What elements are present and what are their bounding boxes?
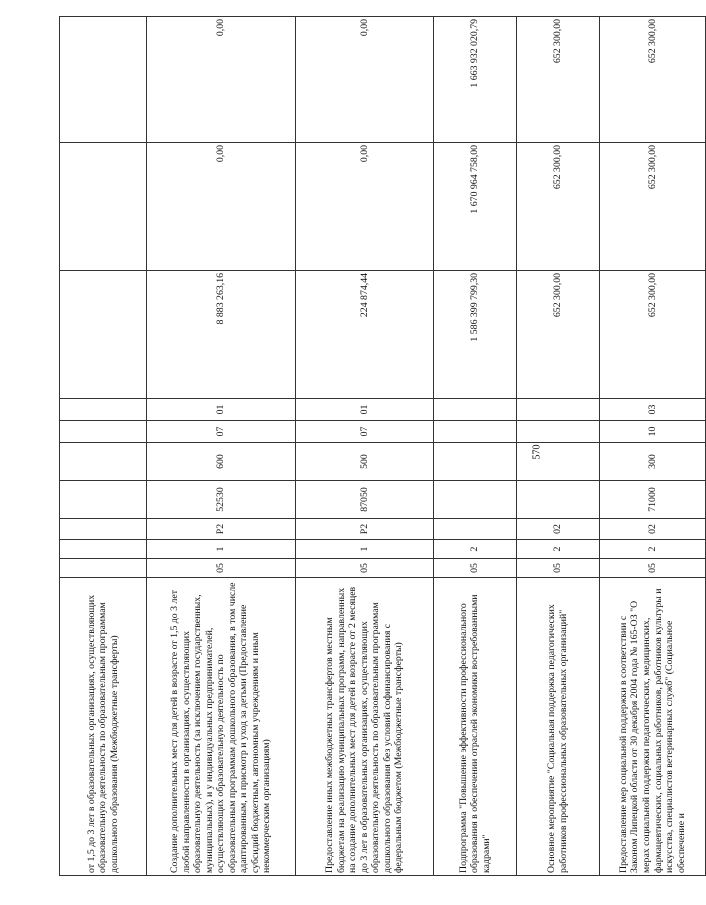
subprogram-code: 1: [296, 540, 434, 559]
table-row: [147, 17, 296, 876]
amount-year-2: [60, 143, 147, 271]
amount-year-3: 652 300,00: [600, 17, 706, 143]
activity-code: [60, 519, 147, 540]
amount-year-2: 652 300,00: [600, 143, 706, 271]
expense-type-code: 600: [147, 443, 296, 481]
budget-table: [59, 16, 706, 876]
direction-code: [60, 481, 147, 519]
subsection-code: 03: [600, 399, 706, 421]
direction-code: 52530: [147, 481, 296, 519]
program-code: 05: [517, 559, 600, 578]
section-code: 10: [600, 421, 706, 443]
expense-type-code: [517, 443, 600, 481]
section-code: 07: [296, 421, 434, 443]
amount-year-3: 0,00: [296, 17, 434, 143]
amount-year-3: 652 300,00: [517, 17, 600, 143]
table-row: [434, 17, 517, 876]
program-code: 05: [434, 559, 517, 578]
row-name: Основное мероприятие "Социальная поддержка педагогических работников профессиональных образовательных организаций": [517, 578, 600, 876]
subsection-code: [517, 399, 600, 421]
amount-year-3: 1 663 932 020,79: [434, 17, 517, 143]
program-code: 05: [600, 559, 706, 578]
program-code: 05: [296, 559, 434, 578]
amount-year-3: 0,00: [147, 17, 296, 143]
subprogram-code: 1: [147, 540, 296, 559]
program-code: [60, 559, 147, 578]
subprogram-code: 2: [434, 540, 517, 559]
row-name: Создание дополнительных мест для детей в возрасте от 1,5 до 3 лет любой направленности в организациях, осуществляющих образовательную деятельность (за исключением государственных, муниципальных), и у индивидуальных предпринимателей, осуществляющих образовательную деятельность по образовательным программам дошкольного образования, в том числе адаптированным, и присмотр и уход за детьми (Предоставление субсидий бюджетным, автономным учреждениям и иным некоммерческим организациям): [147, 578, 296, 876]
section-code: 07: [147, 421, 296, 443]
activity-code: 02: [517, 519, 600, 540]
row-name: от 1,5 до 3 лет в образовательных организациях, осуществляющих образовательную деятельность по образовательным программам дошкольного образования (Межбюджетные трансферты): [60, 578, 147, 876]
amount-year-3: [60, 17, 147, 143]
subsection-code: 01: [296, 399, 434, 421]
amount-year-1: 224 874,44: [296, 271, 434, 399]
table-row: [296, 17, 434, 876]
amount-year-1: 652 300,00: [517, 271, 600, 399]
amount-year-2: 0,00: [147, 143, 296, 271]
direction-code: [517, 481, 600, 519]
direction-code: 71000: [600, 481, 706, 519]
expense-type-code: 300: [600, 443, 706, 481]
amount-year-1: 1 586 399 799,30: [434, 271, 517, 399]
expense-type-code: 500: [296, 443, 434, 481]
amount-year-1: [60, 271, 147, 399]
row-name: Предоставление мер социальной поддержки в соответствии с Законом Липецкой области от 30 декабря 2004 года № 165-ОЗ "О мерах социальной поддержки педагогических, медицинских, фармацевтических, социальных работников, работников культуры и искусства, специалистов ветеринарных служб" (Социальное обеспечение и: [600, 578, 706, 876]
subsection-code: [60, 399, 147, 421]
direction-code: [434, 481, 517, 519]
activity-code: P2: [296, 519, 434, 540]
amount-year-1: 8 883 263,16: [147, 271, 296, 399]
expense-type-code: [434, 443, 517, 481]
table-row: [60, 17, 147, 876]
rotated-page: [59, 17, 687, 876]
row-name: Предоставление иных межбюджетных трансфертов местным бюджетам на реализацию муниципальных программ, направленных на создание дополнительных мест для детей в возрасте от 2 месяцев до 3 лет в образовательных организациях, осуществляющих образовательную деятельность по образовательным программам дошкольного образования без условий софинансирования с федеральным бюджетом (Межбюджетные трансферты): [296, 578, 434, 876]
subprogram-code: 2: [600, 540, 706, 559]
table-row: [517, 17, 600, 876]
subprogram-code: [60, 540, 147, 559]
section-code: [60, 421, 147, 443]
subsection-code: 01: [147, 399, 296, 421]
direction-code: 87050: [296, 481, 434, 519]
page-number: 570: [531, 444, 543, 460]
amount-year-2: 652 300,00: [517, 143, 600, 271]
amount-year-2: 0,00: [296, 143, 434, 271]
activity-code: 02: [600, 519, 706, 540]
row-name: Подпрограмма "Повышение эффективности профессионального образования в обеспечении отраслей экономики востребованными кадрами": [434, 578, 517, 876]
table-row: [600, 17, 706, 876]
expense-type-code: [60, 443, 147, 481]
section-code: [517, 421, 600, 443]
amount-year-1: 652 300,00: [600, 271, 706, 399]
subsection-code: [434, 399, 517, 421]
section-code: [434, 421, 517, 443]
activity-code: [434, 519, 517, 540]
program-code: 05: [147, 559, 296, 578]
subprogram-code: 2: [517, 540, 600, 559]
activity-code: P2: [147, 519, 296, 540]
amount-year-2: 1 670 964 758,00: [434, 143, 517, 271]
